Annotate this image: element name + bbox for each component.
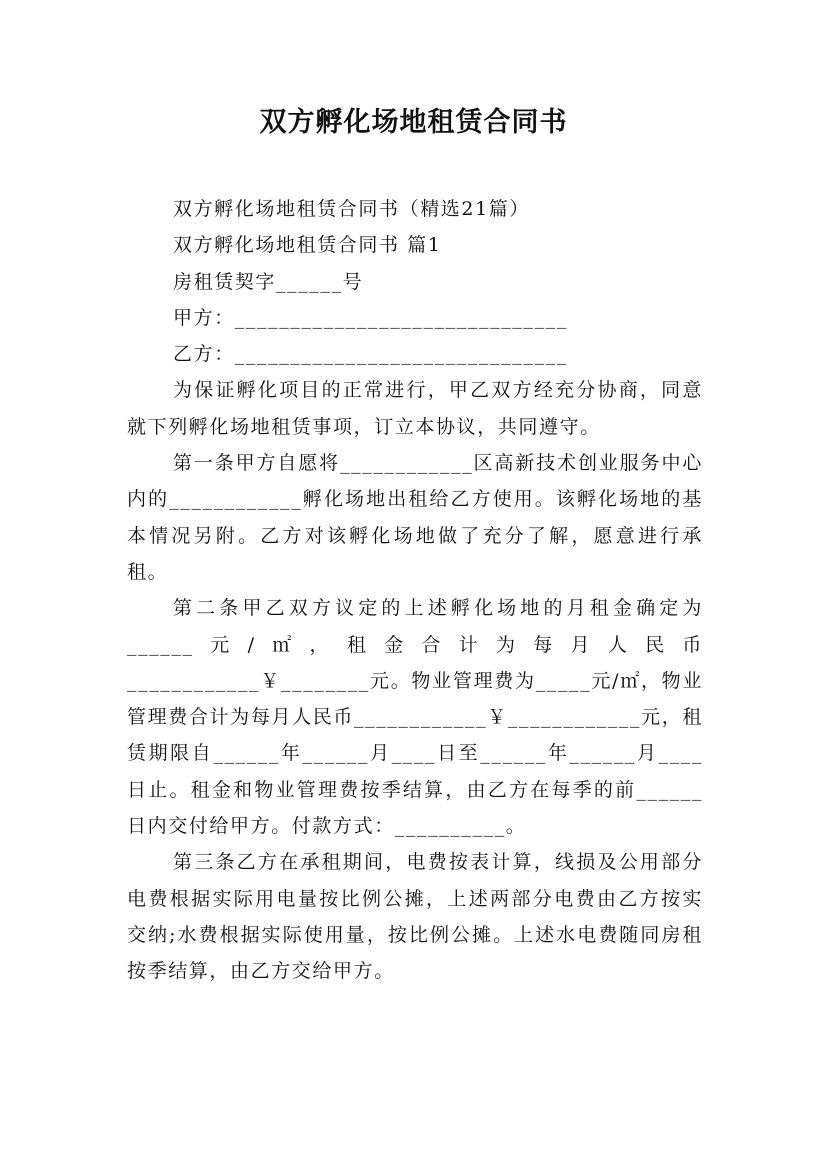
document-title: 双方孵化场地租赁合同书: [259, 107, 568, 138]
document-body: [127, 191, 703, 990]
preamble-paragraph: 为保证孵化项目的正常进行，甲乙双方经充分协商，同意就下列孵化场地租赁事项，订立本协议，共同遵守。: [127, 379, 703, 438]
party-a-line: 甲方：______________________________: [173, 306, 568, 329]
contract-number-line: 房租赁契字______号: [173, 270, 364, 293]
article-3-paragraph: 第三条乙方在承租期间，电费按表计算，线损及公用部分电费根据实际用电量按比例公摊，上述两部分电费由乙方按实交纳;水费根据实际使用量，按比例公摊。上述水电费随同房租按季结算，由乙方交给甲方。: [127, 851, 703, 983]
article-2-paragraph: 第二条甲乙双方议定的上述孵化场地的月租金确定为______元/㎡，租金合计为每月人民币____________￥________元。物业管理费为_____元/㎡，物业管理费合计为每月人民币____________￥____________元，租赁期限自______年______月____日至______年______月____日止。租金和物业管理费按季结算，由乙方在每季的前______日内交付给甲方。付款方式：__________。: [127, 597, 703, 838]
party-b-line: 乙方：______________________________: [173, 343, 568, 366]
subtitle-paragraph: 双方孵化场地租赁合同书（精选21篇）: [173, 198, 530, 220]
section-heading: 双方孵化场地租赁合同书 篇1: [173, 234, 442, 257]
article-1-paragraph: 第一条甲方自愿将____________区高新技术创业服务中心内的____________孵化场地出租给乙方使用。该孵化场地的基本情况另附。乙方对该孵化场地做了充分了解，愿意进行承租。: [127, 452, 703, 583]
